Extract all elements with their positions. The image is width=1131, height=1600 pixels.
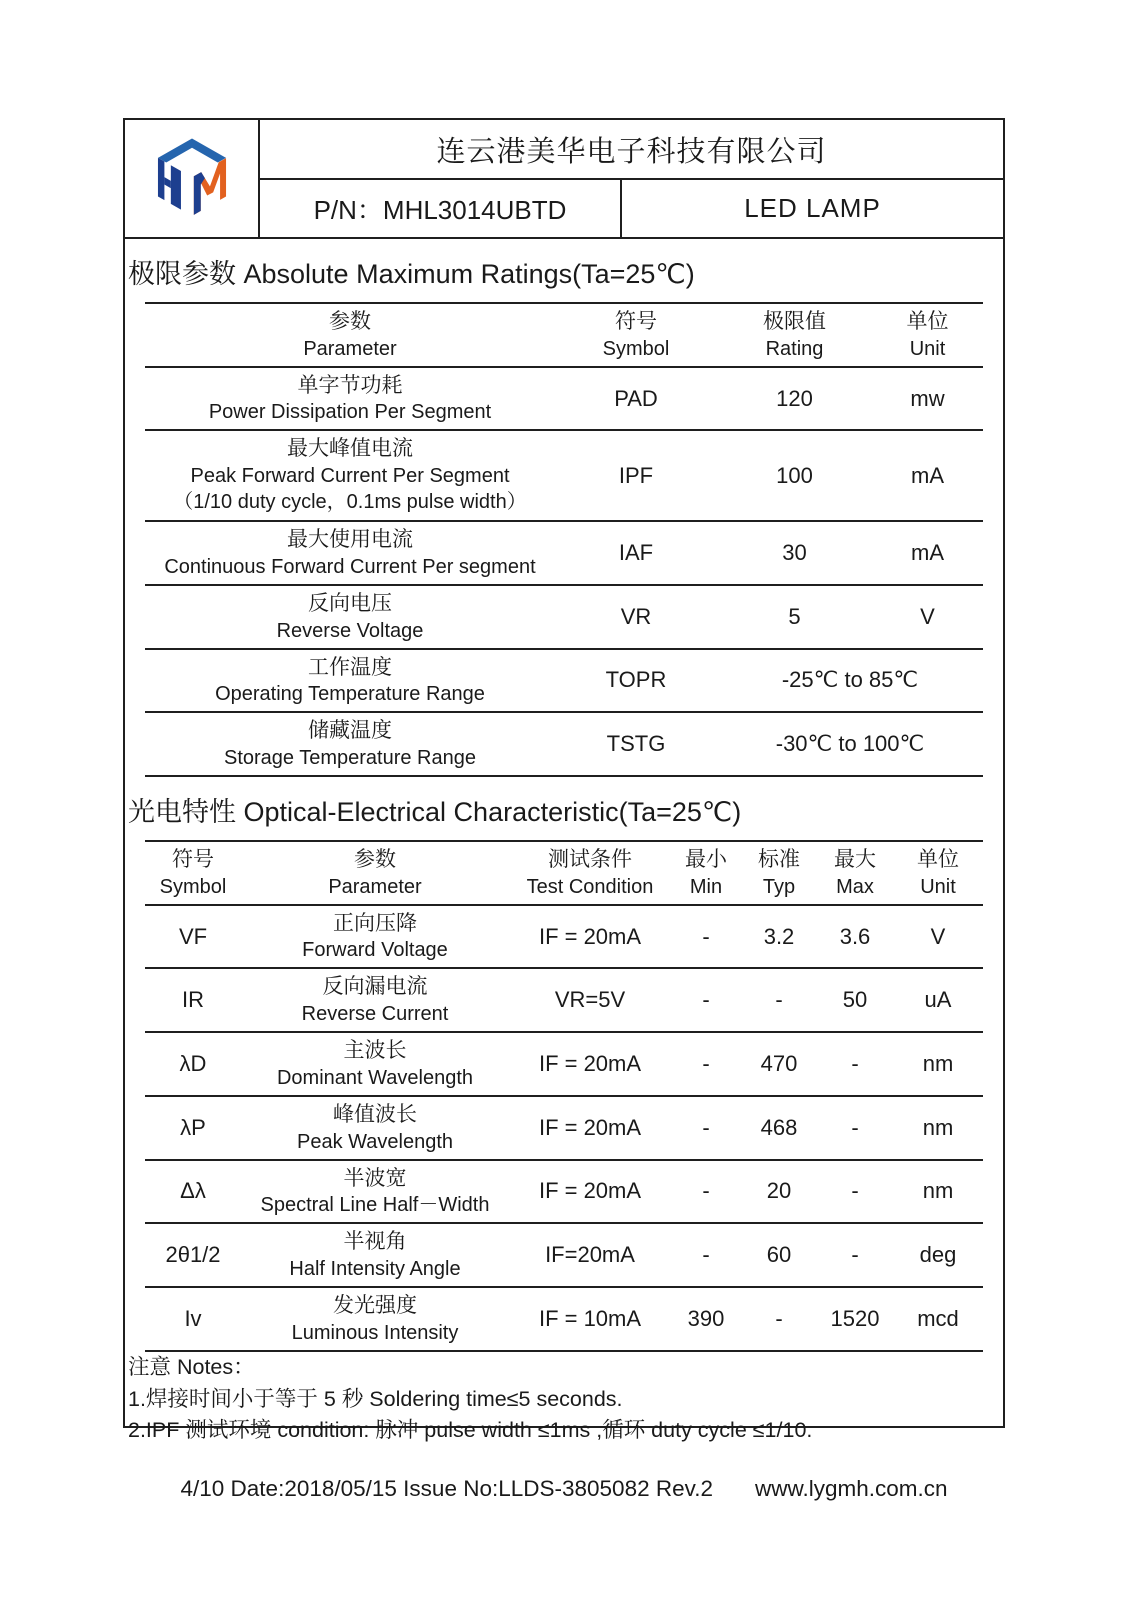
table-row [145, 521, 983, 585]
rating-cell: 5 [788, 603, 801, 629]
note-item-1: 1.焊接时间小于等于 5 秒 Soldering time≤5 seconds. [128, 1387, 623, 1412]
unit-cell: uA [924, 987, 952, 1013]
parameter-cell: 反向电压 Reverse Voltage [276, 591, 424, 642]
company-name: 连云港美华电子科技有限公司 [260, 120, 1003, 180]
table-row [145, 430, 983, 521]
rating-cell: -25℃ to 85℃ [781, 667, 919, 693]
optical-electrical-table [145, 840, 983, 1352]
parameter-cell: 半波宽 Spectral Line Half－Width [260, 1166, 490, 1217]
symbol-cell: VF [178, 923, 208, 949]
product-type: LED LAMP [744, 193, 881, 223]
unit-cell: V [930, 923, 946, 949]
column-header-parameter: 参数 Parameter [303, 310, 397, 360]
table-row [145, 367, 983, 431]
test-condition-cell: IF = 20mA [538, 1051, 642, 1077]
table-row [145, 1160, 983, 1224]
symbol-cell: 2θ1/2 [165, 1242, 221, 1268]
column-header-rating: 极限值 Rating [763, 310, 826, 360]
column-header-unit: 单位 Unit [906, 310, 949, 360]
footer-website: www.lygmh.com.cn [754, 1476, 948, 1501]
notes-block [125, 1352, 1003, 1452]
parameter-cell: 储藏温度 Storage Temperature Range [223, 719, 476, 770]
logo-cell [125, 120, 260, 237]
column-header-max: 最大 Max [834, 848, 876, 898]
symbol-cell: IPF [618, 462, 654, 488]
min-cell: - [702, 1051, 710, 1077]
symbol-cell: VR [620, 603, 652, 629]
table-header-row [145, 303, 983, 367]
parameter-cell: 峰值波长 Peak Wavelength [296, 1102, 453, 1153]
unit-cell: mcd [917, 1305, 959, 1331]
table-row [145, 1032, 983, 1096]
test-condition-cell: IF = 20mA [538, 1178, 642, 1204]
symbol-cell: Iv [184, 1305, 202, 1331]
column-header-min: 最小 Min [685, 848, 727, 898]
rating-cell: 100 [776, 462, 813, 488]
part-number: P/N：MHL3014UBTD [260, 180, 622, 237]
column-header-parameter: 参数 Parameter [328, 848, 422, 898]
unit-cell: mw [910, 385, 945, 411]
column-header-symbol: 符号 Symbol [159, 848, 227, 898]
typ-cell: 60 [766, 1242, 792, 1268]
min-cell: - [702, 1178, 710, 1204]
symbol-cell: TOPR [605, 667, 667, 693]
table-row [145, 649, 983, 713]
max-cell: 3.6 [839, 923, 871, 949]
typ-cell: - [775, 987, 783, 1013]
column-header-symbol: 符号 Symbol [602, 310, 670, 360]
table-header-row [145, 841, 983, 905]
unit-cell: nm [922, 1178, 954, 1204]
max-cell: - [851, 1051, 859, 1077]
symbol-cell: PAD [614, 385, 658, 411]
note-item-2: 2.IPF 测试环境 condition: 脉冲 pulse width ≤1ms ,循环 duty cycle ≤1/10. [128, 1417, 813, 1442]
typ-cell: 3.2 [763, 923, 795, 949]
test-condition-cell: IF = 20mA [538, 1114, 642, 1140]
table-row [145, 585, 983, 649]
max-cell: - [851, 1242, 859, 1268]
symbol-cell: λP [180, 1114, 206, 1140]
typ-cell: 468 [760, 1114, 798, 1140]
max-cell: 50 [842, 987, 868, 1013]
symbol-cell: IR [182, 987, 204, 1013]
notes-heading: 注意 Notes： [128, 1354, 255, 1379]
unit-cell: nm [922, 1051, 954, 1077]
absolute-maximum-ratings-table [145, 302, 983, 777]
parameter-cell: 正向压降 Forward Voltage [302, 911, 448, 962]
rating-cell: 30 [782, 540, 807, 566]
section-title-absolute-maximum-ratings: 极限参数 Absolute Maximum Ratings(Ta=25℃) [128, 259, 695, 289]
symbol-cell: Δλ [180, 1178, 206, 1204]
unit-cell: deg [919, 1242, 957, 1268]
table-row [145, 968, 983, 1032]
min-cell: 390 [687, 1305, 725, 1331]
section-title-optical-electrical: 光电特性 Optical-Electrical Characteristic(Ta=25℃) [128, 797, 742, 828]
footer-meta: 4/10 Date:2018/05/15 Issue No:LLDS-3805082 Rev.2 [180, 1476, 713, 1501]
unit-cell: mA [911, 462, 944, 488]
test-condition-cell: IF = 20mA [538, 923, 642, 949]
test-condition-cell: VR=5V [554, 987, 626, 1013]
table-row [145, 712, 983, 776]
parameter-cell: 最大使用电流 Continuous Forward Current Per segment [164, 528, 536, 578]
test-condition-cell: IF=20mA [545, 1242, 635, 1268]
min-cell: - [702, 1242, 710, 1268]
typ-cell: 20 [766, 1178, 792, 1204]
symbol-cell: λD [179, 1051, 207, 1077]
rating-cell: 120 [776, 385, 813, 411]
unit-cell: V [920, 603, 935, 629]
typ-cell: - [775, 1305, 783, 1331]
max-cell: - [851, 1178, 859, 1204]
parameter-cell: 主波长 Dominant Wavelength [276, 1039, 474, 1089]
min-cell: - [702, 923, 710, 949]
parameter-cell: 工作温度 Operating Temperature Range [215, 655, 485, 706]
table-row [145, 1223, 983, 1287]
unit-cell: nm [922, 1114, 954, 1140]
column-header-typ: 标准 Typ [758, 848, 800, 898]
unit-cell: mA [911, 540, 944, 566]
parameter-cell: 发光强度 Luminous Intensity [291, 1294, 459, 1344]
table-row [145, 1096, 983, 1160]
column-header-test-condition: 测试条件 Test Condition [526, 848, 654, 898]
parameter-cell: 最大峰值电流 Peak Forward Current Per Segment （1/10 duty cycle，0.1ms pulse width） [173, 437, 527, 514]
table-row [145, 1287, 983, 1351]
symbol-cell: IAF [618, 540, 654, 566]
document-header [125, 120, 1003, 239]
min-cell: - [702, 1114, 710, 1140]
parameter-cell: 反向漏电流 Reverse Current [301, 975, 449, 1026]
company-logo-icon [146, 133, 238, 225]
symbol-cell: TSTG [606, 731, 666, 757]
max-cell: 1520 [830, 1305, 880, 1331]
max-cell: - [851, 1114, 859, 1140]
column-header-unit: 单位 Unit [917, 848, 959, 898]
document-frame [123, 118, 1005, 1442]
test-condition-cell: IF = 10mA [538, 1305, 642, 1331]
parameter-cell: 单字节功耗 Power Dissipation Per Segment [208, 373, 492, 424]
min-cell: - [702, 987, 710, 1013]
typ-cell: 470 [760, 1051, 798, 1077]
table-row [145, 905, 983, 969]
parameter-cell: 半视角 Half Intensity Angle [289, 1230, 461, 1281]
rating-cell: -30℃ to 100℃ [775, 731, 925, 757]
page-footer [123, 1476, 1005, 1502]
